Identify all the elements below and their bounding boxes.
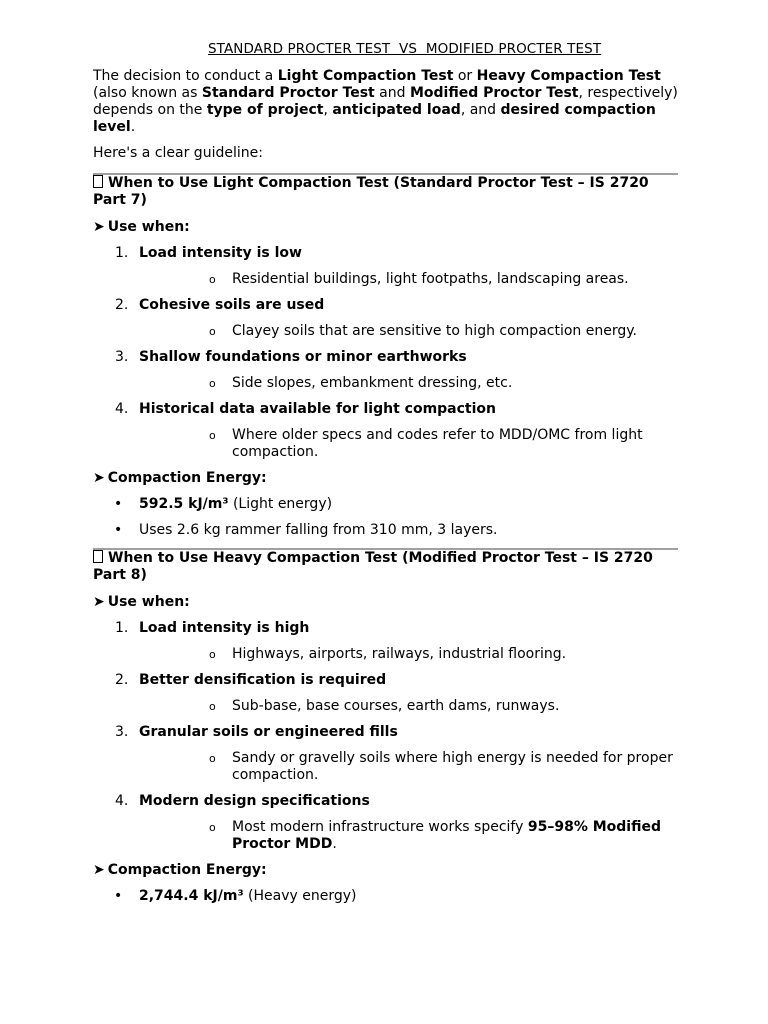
sub-item-text: .: [332, 836, 337, 852]
list-item: [93, 522, 678, 539]
energy-text: (Light energy): [228, 496, 333, 512]
intro-bold: type of project: [206, 102, 324, 118]
item-title: Cohesive soils are used: [139, 297, 325, 313]
intro-text: .: [130, 119, 136, 135]
sub-item: [139, 427, 678, 461]
intro-text: or: [453, 68, 477, 84]
arrow-icon: ➤: [93, 219, 105, 235]
item-number: 3.: [115, 724, 129, 740]
use-when-label: [93, 219, 678, 236]
intro-bold: Modified Proctor Test: [409, 85, 579, 101]
circle-bullet-icon: o: [209, 821, 216, 834]
use-when-text: Use when:: [107, 219, 190, 235]
item-number: 1.: [115, 245, 129, 261]
sub-item-bold: 95–98% Modified Proctor MDD: [232, 819, 661, 852]
list-item: [93, 349, 678, 392]
sub-item: [139, 750, 678, 784]
circle-bullet-icon: o: [209, 700, 216, 713]
energy-heading-text: Compaction Energy:: [107, 470, 267, 486]
arrow-icon: ➤: [93, 862, 105, 878]
item-title: Modern design specifications: [139, 793, 370, 809]
circle-bullet-icon: o: [209, 325, 216, 338]
intro-text: The decision to conduct a: [93, 68, 278, 84]
document-body: [93, 68, 678, 914]
sub-item-text: Clayey soils that are sensitive to high compaction energy.: [232, 323, 637, 339]
sub-item-text: Sandy or gravelly soils where high energy is needed for proper compaction.: [232, 750, 673, 783]
item-number: 4.: [115, 401, 129, 417]
list-item: [93, 724, 678, 784]
bullet-icon: •: [114, 496, 123, 512]
use-when-text: Use when:: [107, 594, 190, 610]
item-number: 4.: [115, 793, 129, 809]
item-title: Historical data available for light compaction: [139, 401, 497, 417]
energy-text: (Heavy energy): [243, 888, 357, 904]
intro-bold: anticipated load: [332, 102, 461, 118]
circle-bullet-icon: o: [209, 377, 216, 390]
energy-list: [93, 496, 678, 539]
sub-item-text: Most modern infrastructure works specify: [232, 819, 528, 835]
list-item: [93, 245, 678, 288]
sub-item: [139, 698, 678, 715]
item-number: 2.: [115, 672, 129, 688]
energy-value: 592.5 kJ/m³: [139, 496, 229, 512]
use-when-label: [93, 594, 678, 611]
arrow-icon: ➤: [93, 470, 105, 486]
list-item: [93, 672, 678, 715]
sub-item-text: Where older specs and codes refer to MDD/OMC from light compaction.: [232, 427, 643, 460]
criteria-list: [93, 620, 678, 853]
circle-bullet-icon: o: [209, 273, 216, 286]
intro-text: and: [374, 85, 410, 101]
intro-text: ,: [323, 102, 333, 118]
sub-item: [139, 819, 678, 853]
bullet-icon: •: [114, 888, 123, 904]
sub-item-text: Highways, airports, railways, industrial flooring.: [232, 646, 567, 662]
energy-heading-text: Compaction Energy:: [107, 862, 267, 878]
sub-item: [139, 646, 678, 663]
light-compaction-section: [93, 175, 678, 539]
item-number: 3.: [115, 349, 129, 365]
intro-bold: desired compaction level: [93, 102, 656, 135]
intro-bold: Heavy Compaction Test: [476, 68, 661, 84]
sub-item-text: Side slopes, embankment dressing, etc.: [232, 375, 513, 391]
list-item: [93, 793, 678, 853]
item-title: Granular soils or engineered fills: [139, 724, 398, 740]
list-item: [93, 297, 678, 340]
item-title: Better densification is required: [139, 672, 387, 688]
bullet-icon: •: [114, 522, 123, 538]
missing-glyph-icon: [93, 175, 103, 188]
energy-heading: [93, 862, 678, 879]
list-item: [93, 496, 678, 513]
sub-item: [139, 271, 678, 288]
item-title: Load intensity is high: [139, 620, 310, 636]
intro-bold: Light Compaction Test: [277, 68, 454, 84]
intro-text: (also known as: [93, 85, 202, 101]
intro-paragraph: [93, 68, 678, 136]
circle-bullet-icon: o: [209, 429, 216, 442]
section-heading-text: When to Use Heavy Compaction Test (Modified Proctor Test – IS 2720 Part 8): [93, 550, 653, 583]
section-heading: [93, 175, 678, 209]
sub-item-text: Residential buildings, light footpaths, landscaping areas.: [232, 271, 629, 287]
section-heading: [93, 550, 678, 584]
energy-text: Uses 2.6 kg rammer falling from 310 mm, 3 layers.: [139, 522, 498, 538]
document-title: STANDARD PROCTER TEST VS MODIFIED PROCTER TEST: [208, 41, 602, 57]
missing-glyph-icon: [93, 550, 103, 563]
circle-bullet-icon: o: [209, 752, 216, 765]
item-title: Shallow foundations or minor earthworks: [139, 349, 467, 365]
list-item: [93, 401, 678, 461]
arrow-icon: ➤: [93, 594, 105, 610]
energy-value: 2,744.4 kJ/m³: [139, 888, 244, 904]
energy-heading: [93, 470, 678, 487]
heavy-compaction-section: [93, 550, 678, 905]
section-heading-text: When to Use Light Compaction Test (Standard Proctor Test – IS 2720 Part 7): [93, 175, 649, 208]
intro-bold: Standard Proctor Test: [201, 85, 375, 101]
energy-list: [93, 888, 678, 905]
item-title: Load intensity is low: [139, 245, 302, 261]
sub-item: [139, 375, 678, 392]
intro-text: , and: [460, 102, 501, 118]
sub-item-text: Sub-base, base courses, earth dams, runways.: [232, 698, 560, 714]
intro-text: , respectively) depends on the: [93, 85, 678, 118]
item-number: 1.: [115, 620, 129, 636]
criteria-list: [93, 245, 678, 461]
list-item: [93, 888, 678, 905]
guideline-text: Here's a clear guideline:: [93, 145, 263, 161]
list-item: [93, 620, 678, 663]
sub-item: [139, 323, 678, 340]
circle-bullet-icon: o: [209, 648, 216, 661]
item-number: 2.: [115, 297, 129, 313]
